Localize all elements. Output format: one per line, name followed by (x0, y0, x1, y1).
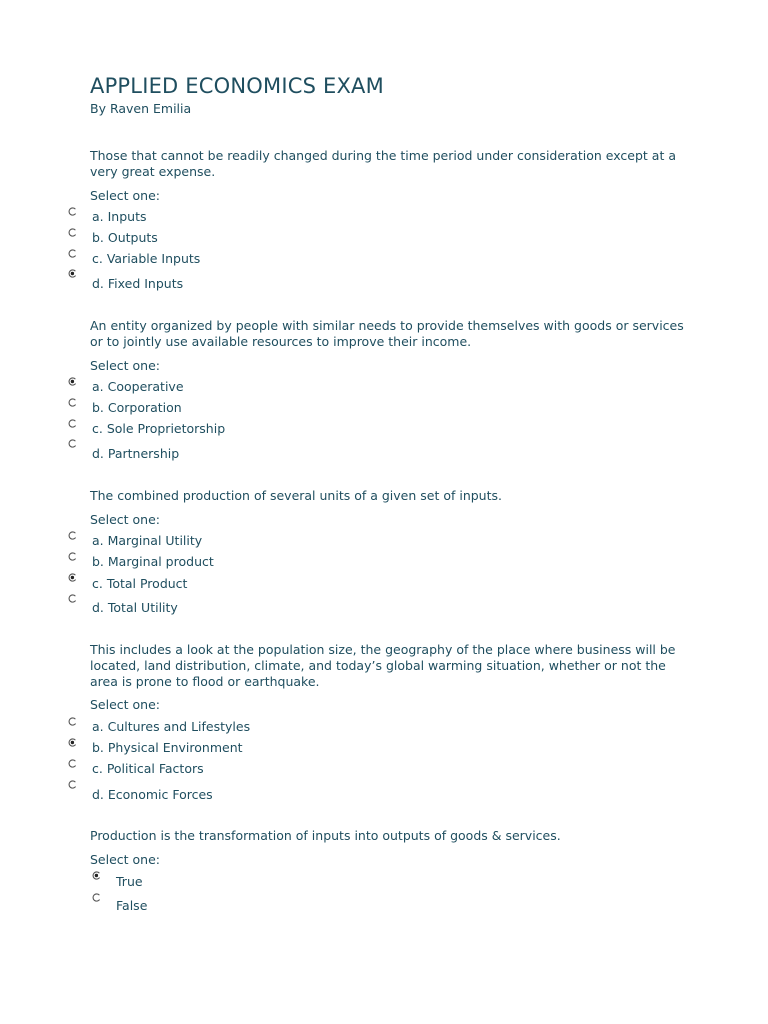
question-4-option-a-radio[interactable] (68, 717, 77, 726)
exam-title: APPLIED ECONOMICS EXAM (90, 74, 384, 98)
question-5-option-false-label: False (116, 898, 148, 913)
question-3-option-b-label: b. Marginal product (92, 554, 214, 569)
radio-ring-icon (69, 718, 76, 725)
question-1-option-d-label: d. Fixed Inputs (92, 276, 184, 291)
question-3-select-label: Select one: (90, 512, 161, 527)
exam-author: By Raven Emilia (90, 101, 192, 116)
question-3-text: The combined production of several units of a given set of inputs. (90, 488, 502, 503)
question-3-option-c-label: c. Total Product (92, 576, 188, 591)
radio-ring-icon (69, 399, 76, 406)
radio-ring-icon (69, 440, 76, 447)
question-5-option-false-radio[interactable] (92, 893, 101, 902)
question-2-option-c-label: c. Sole Proprietorship (92, 421, 226, 436)
question-3-option-c-radio[interactable] (68, 573, 77, 582)
question-4-option-a-label: a. Cultures and Lifestyles (92, 719, 251, 734)
radio-selected-dot-icon (71, 380, 74, 383)
question-4-option-d-radio[interactable] (68, 780, 77, 789)
radio-selected-dot-icon (95, 874, 98, 877)
radio-ring-icon (93, 894, 100, 901)
question-3-option-a-radio[interactable] (68, 531, 77, 540)
question-5-option-true-label: True (116, 874, 143, 889)
radio-ring-icon (69, 420, 76, 427)
question-1-option-c-radio[interactable] (68, 249, 77, 258)
question-4-option-b-label: b. Physical Environment (92, 740, 243, 755)
question-1-option-b-label: b. Outputs (92, 230, 158, 245)
question-5-text: Production is the transformation of inputs into outputs of goods & services. (90, 828, 561, 843)
question-1-option-a-label: a. Inputs (92, 209, 147, 224)
radio-selected-dot-icon (71, 741, 74, 744)
question-2-option-d-radio[interactable] (68, 439, 77, 448)
question-2-option-d-label: d. Partnership (92, 446, 180, 461)
question-1-option-d-radio[interactable] (68, 269, 77, 278)
radio-selected-dot-icon (71, 272, 74, 275)
question-4-option-b-radio[interactable] (68, 738, 77, 747)
question-4-option-d-label: d. Economic Forces (92, 787, 213, 802)
question-2-option-b-label: b. Corporation (92, 400, 182, 415)
radio-ring-icon (69, 532, 76, 539)
question-3-option-d-radio[interactable] (68, 594, 77, 603)
question-2-option-a-radio[interactable] (68, 377, 77, 386)
radio-ring-icon (69, 781, 76, 788)
question-1-option-a-radio[interactable] (68, 207, 77, 216)
question-2-text: An entity organized by people with similar needs to provide themselves with goods or services or to jointly use available resources to improve their income. (90, 318, 684, 349)
question-5-option-true-radio[interactable] (92, 871, 101, 880)
question-1-option-b-radio[interactable] (68, 228, 77, 237)
question-2-option-a-label: a. Cooperative (92, 379, 184, 394)
question-1-option-c-label: c. Variable Inputs (92, 251, 201, 266)
question-1-select-label: Select one: (90, 188, 161, 203)
question-3-option-a-label: a. Marginal Utility (92, 533, 203, 548)
radio-ring-icon (69, 553, 76, 560)
radio-ring-icon (69, 250, 76, 257)
question-3-option-b-radio[interactable] (68, 552, 77, 561)
question-3-option-d-label: d. Total Utility (92, 600, 178, 615)
question-4-text: This includes a look at the population size, the geography of the place where business will be located, land distribution, climate, and today’s global warming situation, whether or not the area is prone to flood or earthquake. (90, 642, 676, 689)
radio-ring-icon (69, 229, 76, 236)
question-5-select-label: Select one: (90, 852, 161, 867)
question-2-option-c-radio[interactable] (68, 419, 77, 428)
question-1-text: Those that cannot be readily changed during the time period under consideration except at a very great expense. (90, 148, 676, 179)
radio-ring-icon (69, 760, 76, 767)
question-4-select-label: Select one: (90, 697, 161, 712)
question-2-option-b-radio[interactable] (68, 398, 77, 407)
question-4-option-c-label: c. Political Factors (92, 761, 204, 776)
radio-ring-icon (69, 208, 76, 215)
radio-ring-icon (69, 595, 76, 602)
question-4-option-c-radio[interactable] (68, 759, 77, 768)
radio-selected-dot-icon (71, 576, 74, 579)
question-2-select-label: Select one: (90, 358, 161, 373)
